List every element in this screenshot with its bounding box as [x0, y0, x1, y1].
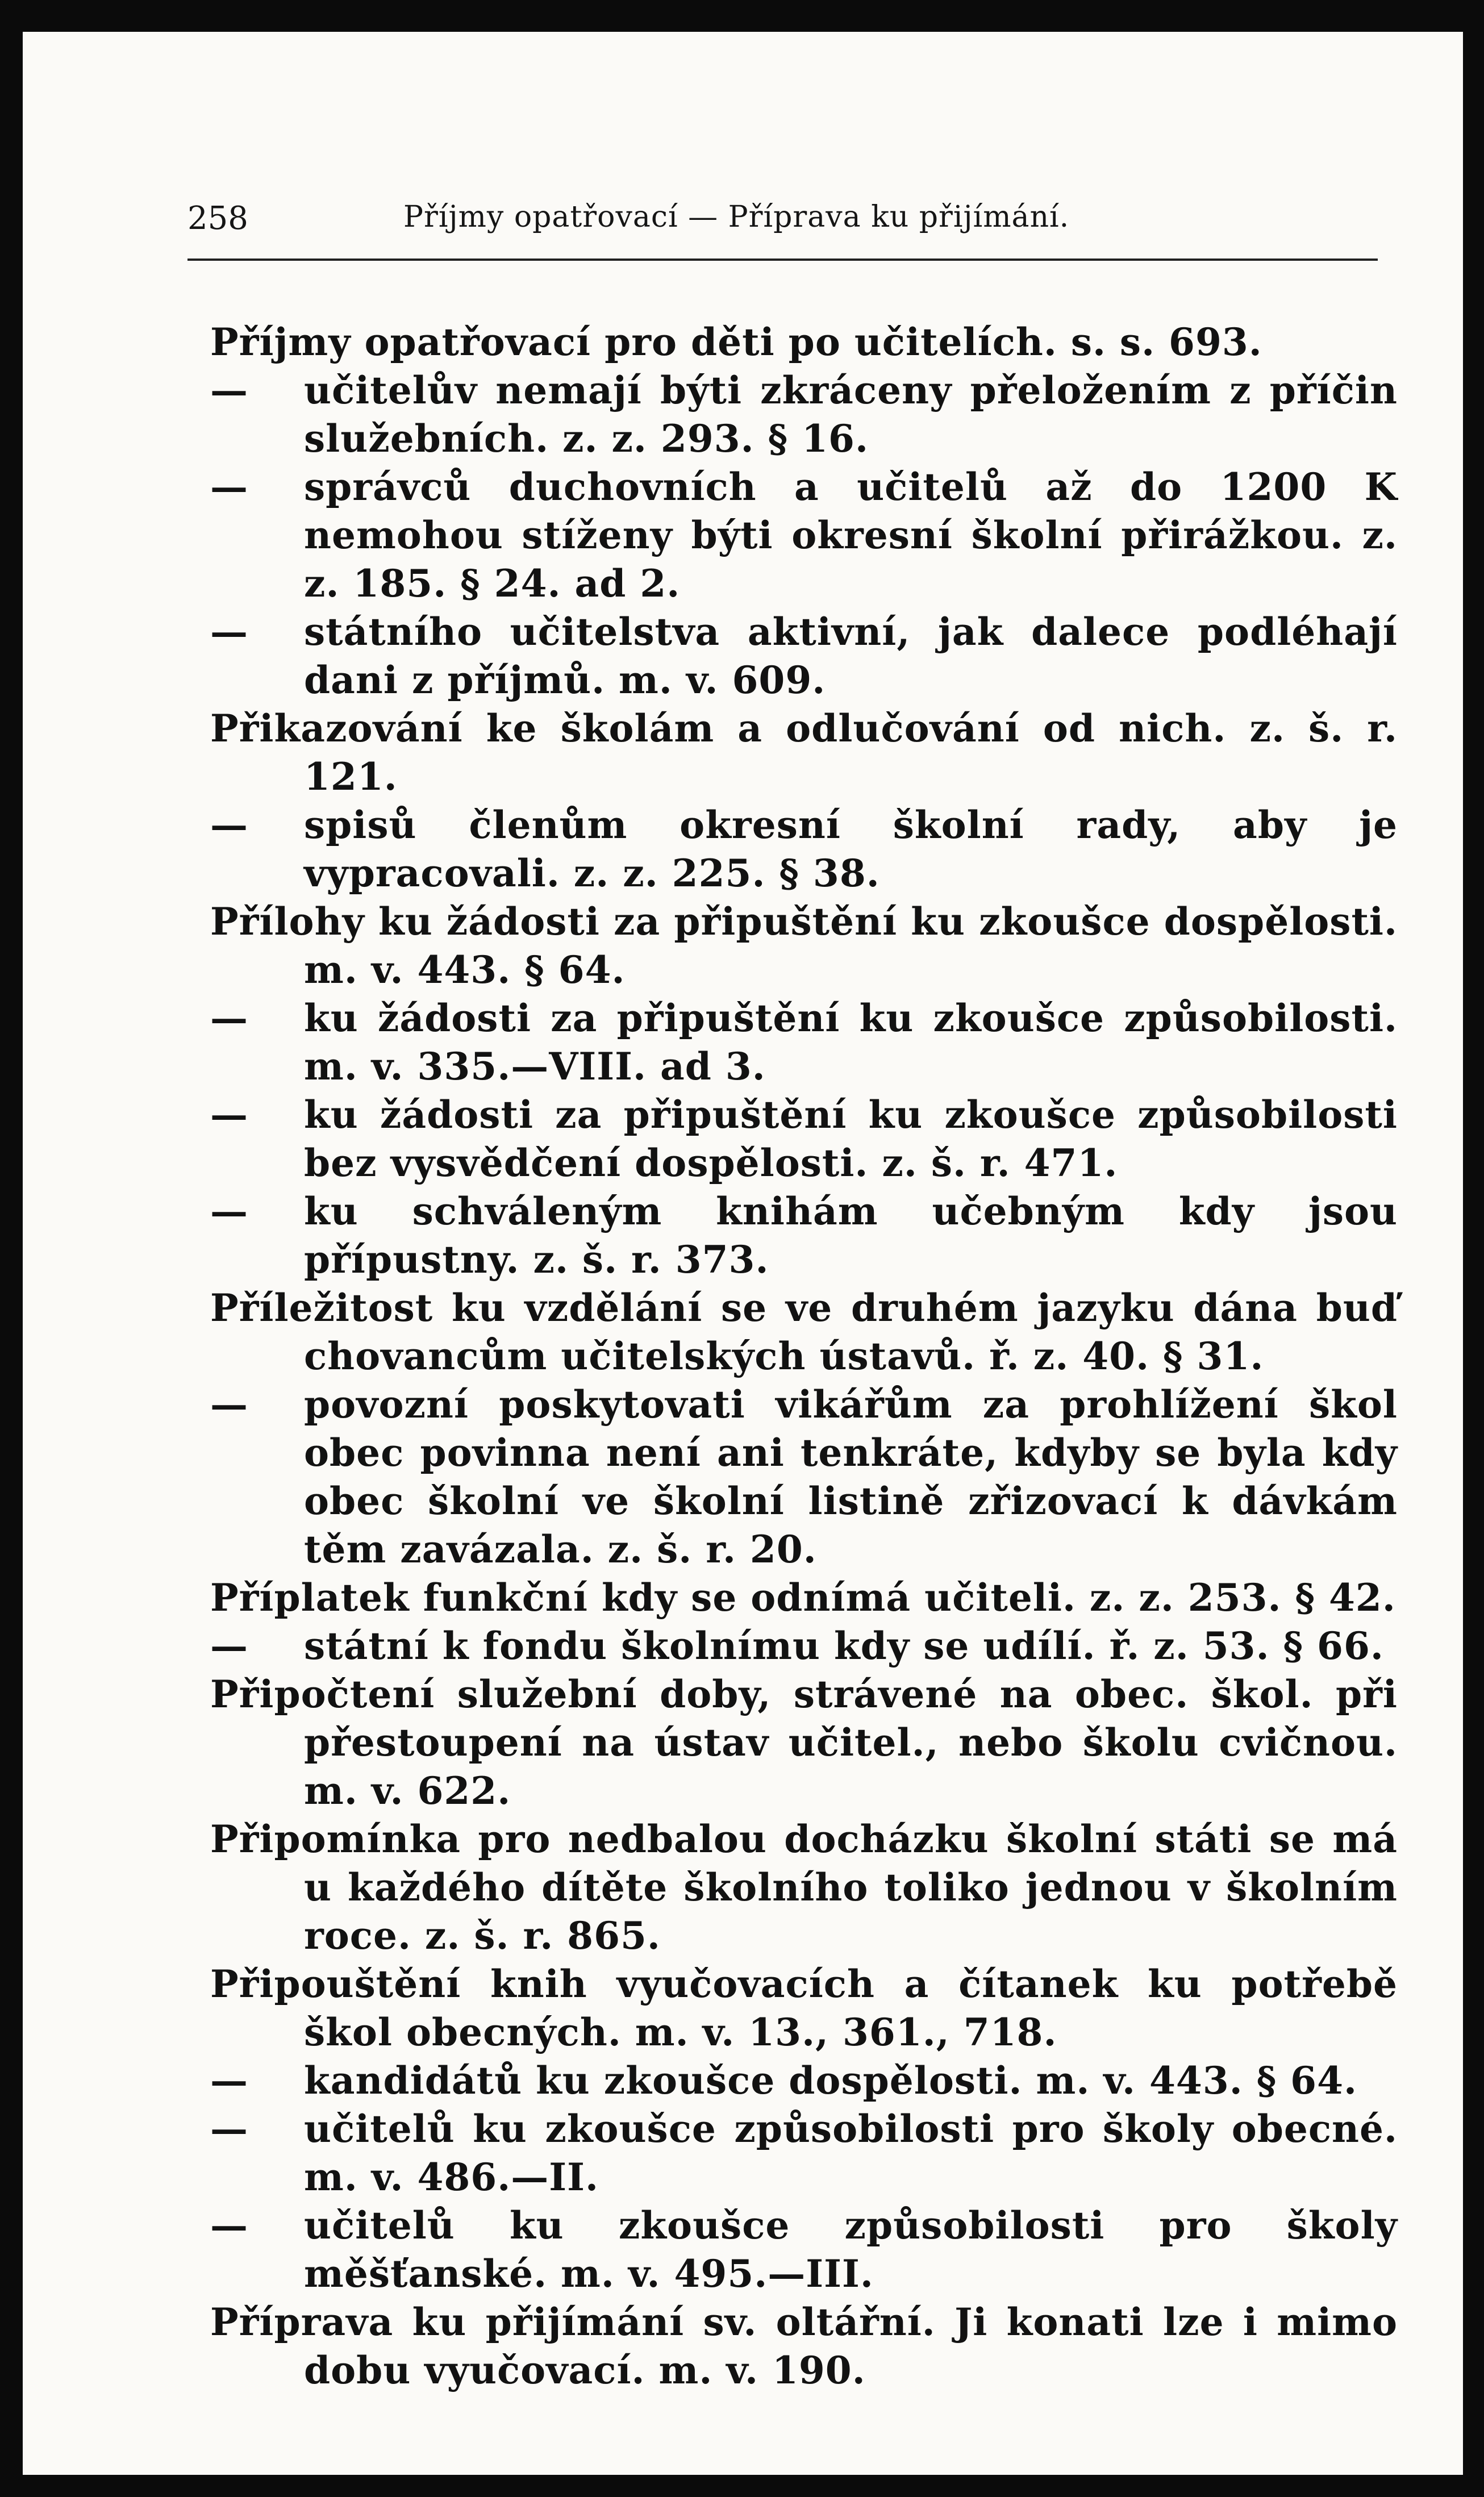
- index-entry: Příprava ku přijímání sv. oltářní. Ji konati lze i mimo dobu vyučovací. m. v. 190.: [210, 2300, 1398, 2392]
- index-subentry: — státní k fondu školnímu kdy se udílí. ř. z. 53. § 66.: [210, 1622, 1398, 1670]
- index-entry: Příplatek funkční kdy se odnímá učiteli. z. z. 253. § 42.: [210, 1575, 1396, 1620]
- index-subentry: — ku žádosti za připuštění ku zkoušce způsobilosti bez vysvědčení dospělosti. z. š. r. 471.: [210, 1091, 1398, 1187]
- index-entry: Příležitost ku vzdělání se ve druhém jazyku dána buď chovancům učitelských ústavů. ř. z. 40. § 31.: [210, 1286, 1398, 1378]
- index-entry: Připomínka pro nedbalou docházku školní státi se má u každého dítěte školního toliko jednou v školním roce. z. š. r. 865.: [210, 1817, 1398, 1958]
- index-entry: Příjmy opatřovací pro děti po učitelích. s. s. 693.: [210, 320, 1262, 364]
- subentry-dash: —: [210, 368, 248, 412]
- index-subentry: — spisů členům okresní školní rady, aby je vypracovali. z. z. 225. § 38.: [210, 801, 1398, 898]
- index-subentry: — správců duchovních a učitelů až do 1200 K nemohou stíženy býti okresní školní přirážkou. z. z. 185. § 24. ad 2.: [210, 463, 1398, 608]
- subentry-dash: —: [210, 2107, 248, 2151]
- subentry-dash: —: [210, 2203, 248, 2248]
- subentry-dash: —: [210, 2058, 248, 2103]
- index-subentry: — ku schváleným knihám učebným kdy jsou přípustny. z. š. r. 373.: [210, 1187, 1398, 1284]
- index-subentry: — ku žádosti za připuštění ku zkoušce způsobilosti. m. v. 335.—VIII. ad 3.: [210, 994, 1398, 1091]
- subentry-dash: —: [210, 1624, 248, 1668]
- header-divider: [187, 259, 1378, 261]
- page-number: 258: [187, 200, 248, 237]
- subentry-dash: —: [210, 610, 248, 654]
- index-entry: Přikazování ke školám a odlučování od nich. z. š. r. 121.: [210, 706, 1398, 799]
- running-head: Příjmy opatřovací — Příprava ku přijímání.: [403, 200, 1070, 234]
- index-subentry: — učitelů ku zkoušce způsobilosti pro školy obecné. m. v. 486.—II.: [210, 2105, 1398, 2202]
- index-subentry: — kandidátů ku zkoušce dospělosti. m. v. 443. § 64.: [210, 2057, 1398, 2105]
- index-column: [210, 318, 1398, 2395]
- subentry-dash: —: [210, 1093, 248, 1137]
- subentry-dash: —: [210, 996, 248, 1040]
- index-subentry: — učitelů ku zkoušce způsobilosti pro školy měšťanské. m. v. 495.—III.: [210, 2202, 1398, 2298]
- index-subentry: — učitelův nemají býti zkráceny přeložením z příčin služebních. z. z. 293. § 16.: [210, 366, 1398, 463]
- subentry-dash: —: [210, 465, 248, 509]
- index-entry: Připouštění knih vyučovacích a čítanek ku potřebě škol obecných. m. v. 13., 361., 718.: [210, 1962, 1398, 2054]
- index-subentry: — povozní poskytovati vikářům za prohlížení škol obec povinna není ani tenkráte, kdyby se byla kdy obec školní ve školní listině zřizovací k dávkám těm zavázala. z. š. r. 20.: [210, 1381, 1398, 1574]
- index-entry: Přílohy ku žádosti za připuštění ku zkoušce dospělosti. m. v. 443. § 64.: [210, 899, 1398, 992]
- index-subentry: — státního učitelstva aktivní, jak dalece podléhají dani z příjmů. m. v. 609.: [210, 608, 1398, 705]
- subentry-dash: —: [210, 1382, 248, 1427]
- index-entry: Připočtení služební doby, strávené na obec. škol. při přestoupení na ústav učitel., nebo školu cvičnou. m. v. 622.: [210, 1672, 1398, 1813]
- subentry-dash: —: [210, 1189, 248, 1233]
- page-header: [187, 187, 1378, 250]
- subentry-dash: —: [210, 803, 248, 847]
